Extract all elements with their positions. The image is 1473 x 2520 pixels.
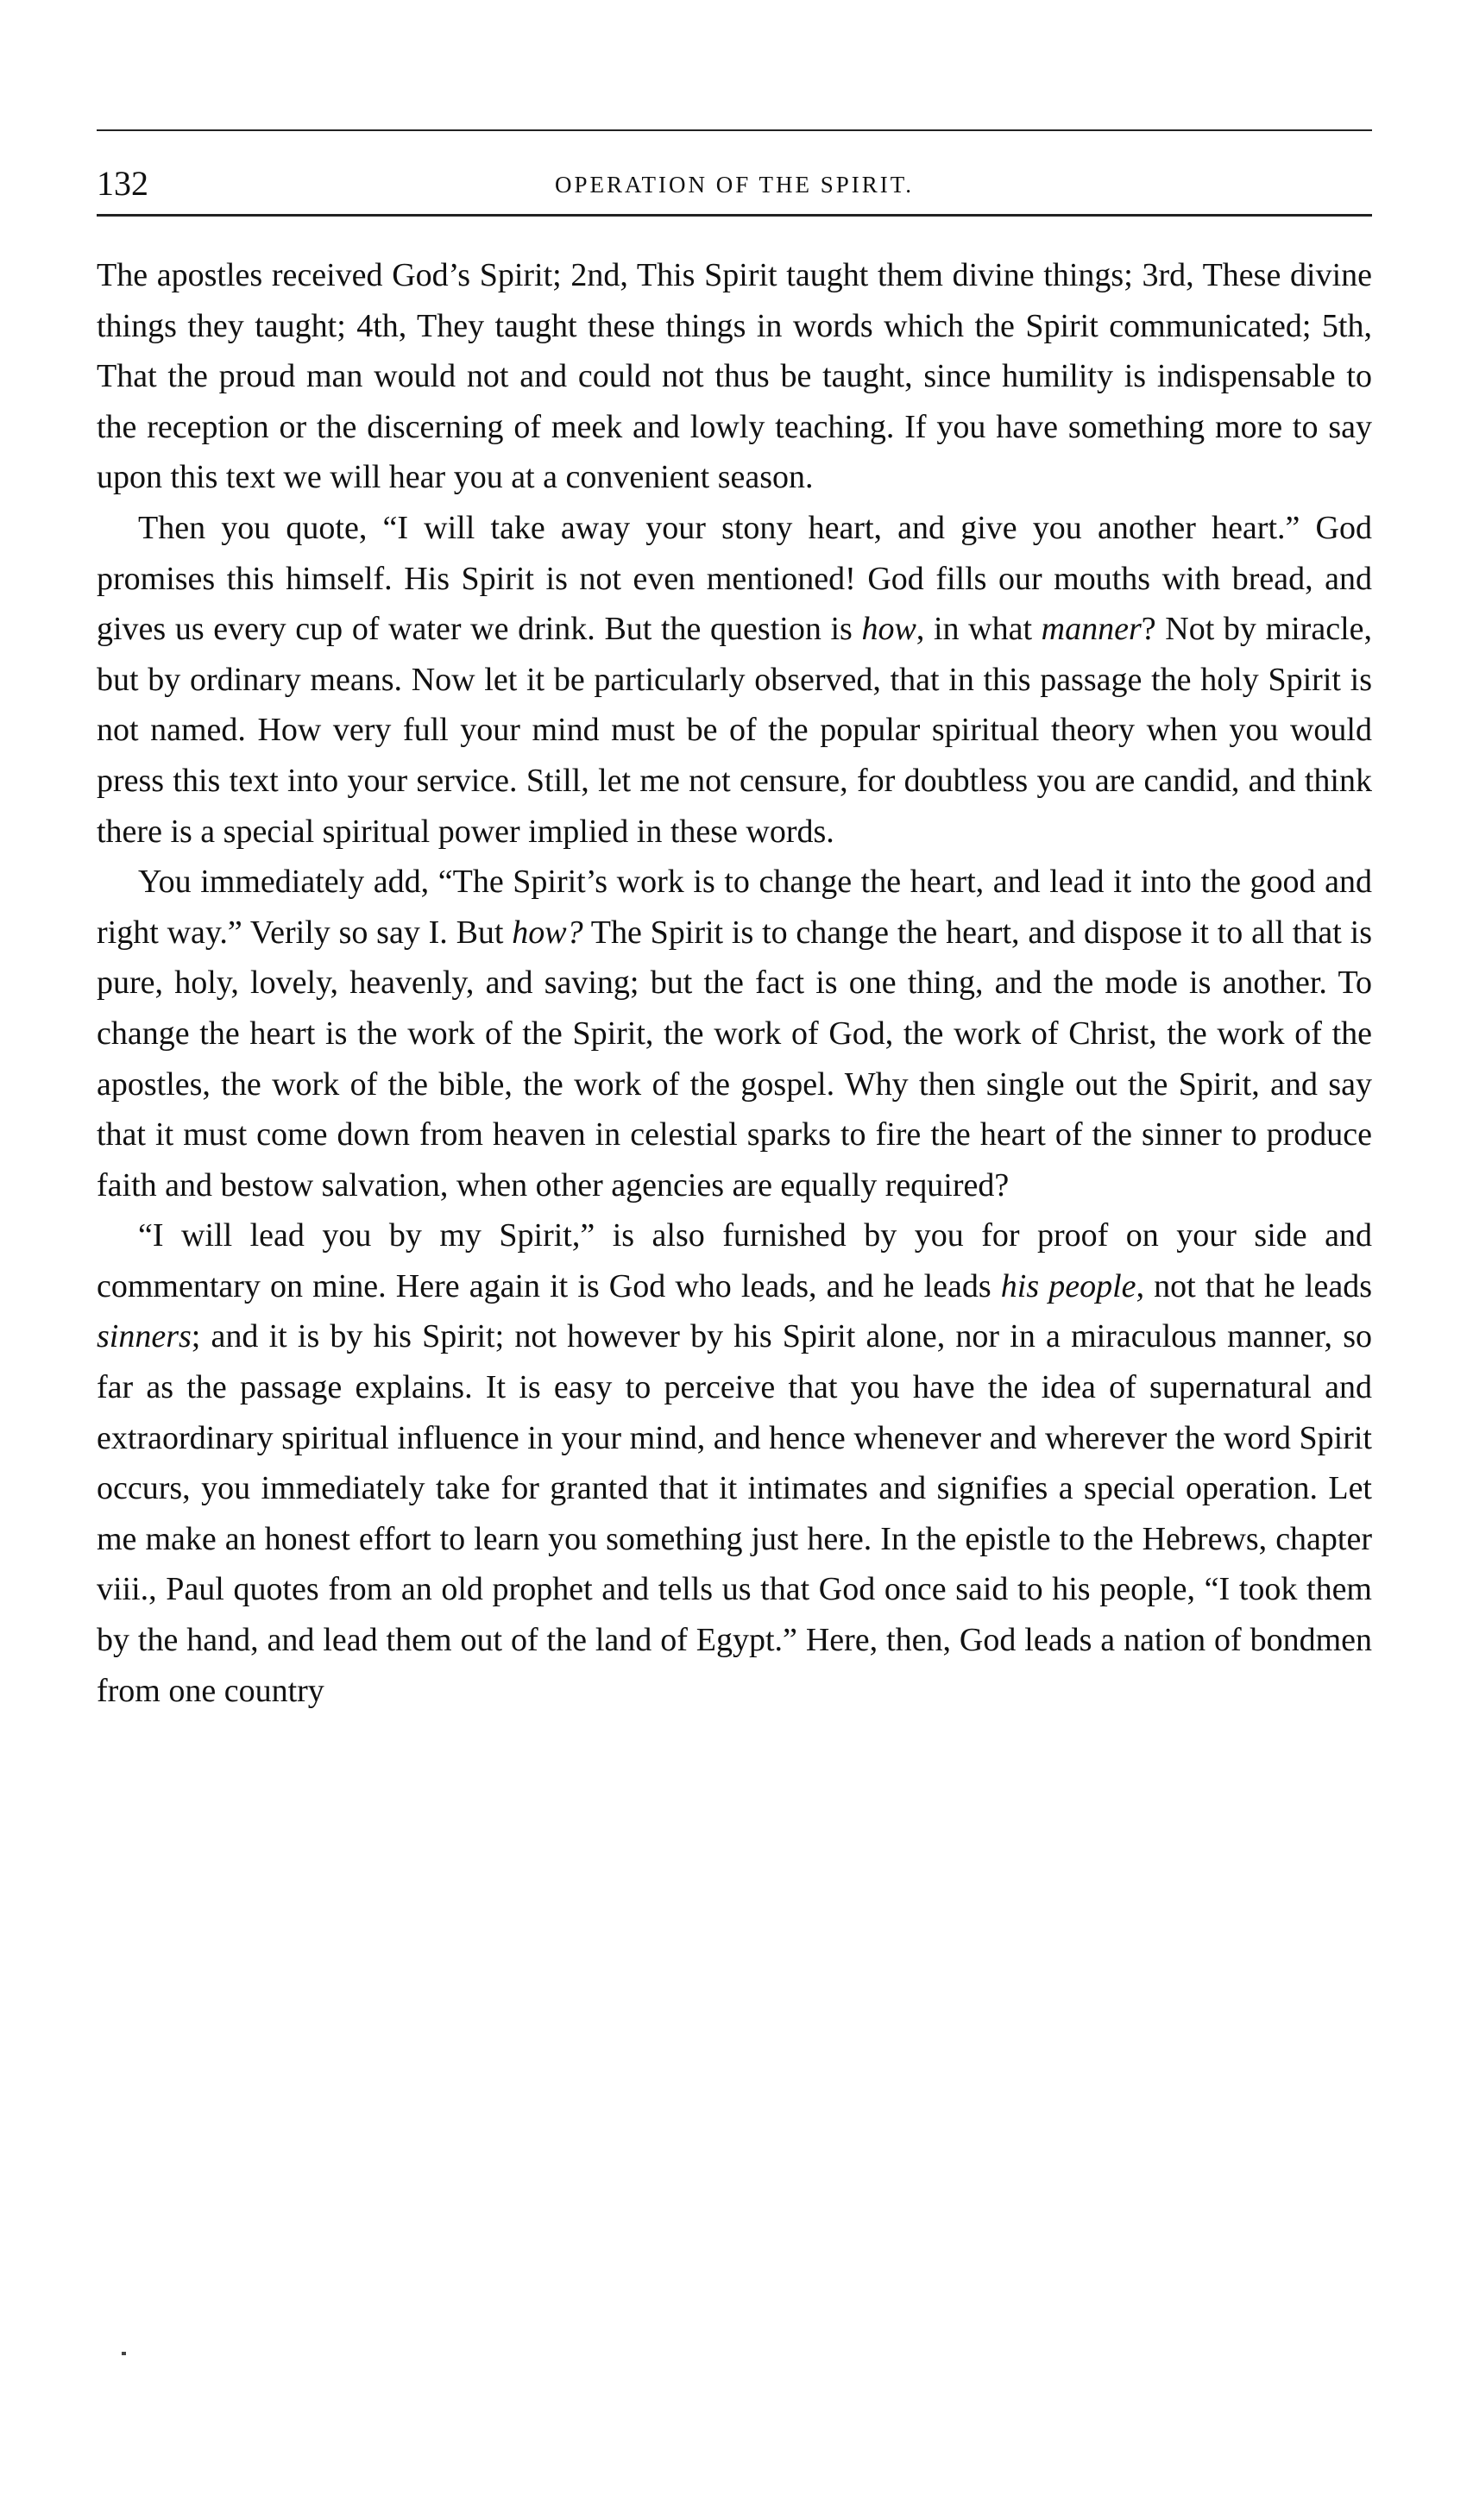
running-title: OPERATION OF THE SPIRIT. — [554, 172, 915, 198]
italic-text: manner — [1041, 611, 1142, 648]
text-run: , in what — [916, 611, 1042, 648]
text-run: , not that he leads — [1136, 1267, 1373, 1304]
text-run: The Spirit is to change the heart, and dispose it to all that is pure, holy, lovely, heavenly, and saving; but the fact is one thing, and the mode is another. To change the heart is the work of the Spirit, the work of God, the work of Christ, the work of the apostles, the work of the bible, the work of the gospel. Why then single out the Spirit, and say that it must come down from heaven in celestial sparks to fire the heart of the sinner to produce faith and bestow salvation, when other agencies are equally required? — [97, 914, 1372, 1203]
header-rule — [97, 214, 1372, 217]
text-run: The apostles received God’s Spirit; 2nd, This Spirit taught them divine things; 3rd, These divine things they taught; 4th, They taught these things in words which the Spirit communicated; 5th, That the proud man would not and could not thus be taught, since humility is indispensable to the reception or the discerning of meek and lowly teaching. If you have something more to say upon this text we will hear you at a convenient season. — [97, 257, 1372, 496]
text-run: ; and it is by his Spirit; not however by his Spirit alone, nor in a miraculous manner, so far as the passage explains. It is easy to perceive that you have the idea of supernatural and extraordinary spiritual influence in your mind, and hence whenever and wherever the word Spirit occurs, you immediately take for granted that it intimates and signifies a special operation. Let me make an honest effort to learn you something just here. In the epistle to the Hebrews, chapter viii., Paul quotes from an old prophet and tells us that God once said to his people, “I took them by the hand, and lead them out of the land of Egypt.” Here, then, God leads a nation of bondmen from one country — [97, 1318, 1372, 1709]
italic-text: how — [861, 611, 916, 648]
paragraph — [97, 1210, 1372, 1716]
page-header — [97, 162, 1372, 205]
italic-text: sinners — [97, 1318, 192, 1355]
paragraph — [97, 857, 1372, 1210]
text-run: You immediately add, “The Spirit’s work is to change the heart, and lead it into the good and right way.” Verily so say I. But — [97, 864, 1372, 951]
paragraph — [97, 250, 1372, 503]
italic-text: his people — [1000, 1267, 1136, 1304]
top-rule — [97, 129, 1372, 131]
text-run: Then you quote, “I will take away your stony heart, and give you another heart.” God promises this himself. His Spirit is not even mentioned! God fills our mouths with bread, and gives us every cup of water we drink. But the question is — [97, 509, 1372, 648]
stray-ink-mark — [122, 2352, 126, 2355]
italic-text: how? — [512, 914, 583, 951]
text-run: “I will lead you by my Spirit,” is also furnished by you for proof on your side and commentary on mine. Here again it is God who leads, and he leads — [97, 1217, 1372, 1304]
page-number: 132 — [97, 164, 148, 203]
text-run: ? Not by miracle, but by ordinary means. Now let it be particularly observed, that in this passage the holy Spirit is not named. How very full your mind must be of the popular spiritual theory when you would press this text into your service. Still, let me not censure, for doubtless you are candid, and think there is a special spiritual power implied in these words. — [97, 611, 1372, 850]
paragraph — [97, 503, 1372, 857]
body-text — [97, 250, 1372, 1716]
